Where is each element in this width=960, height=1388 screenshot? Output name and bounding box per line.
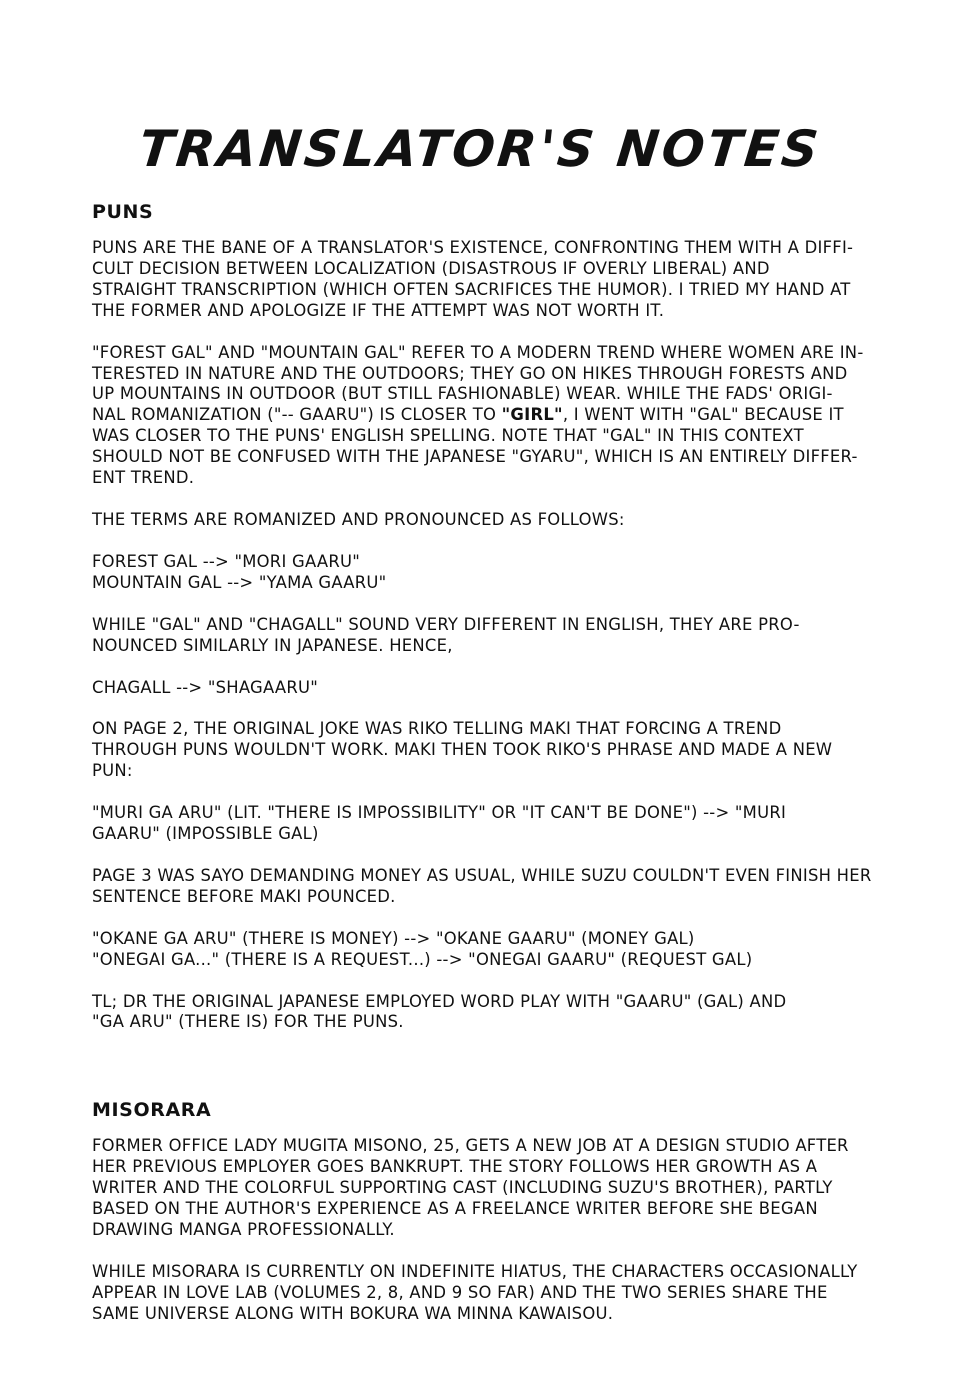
text-line: THE FORMER AND APOLOGIZE IF THE ATTEMPT WAS NOT WORTH IT. bbox=[92, 300, 665, 320]
text-line: GAARU" (IMPOSSIBLE GAL) bbox=[92, 824, 319, 844]
paragraph bbox=[92, 992, 892, 1034]
text-line: TERESTED IN NATURE AND THE OUTDOORS; THEY GO ON HIKES THROUGH FORESTS AND bbox=[92, 363, 848, 383]
text-line: THE TERMS ARE ROMANIZED AND PRONOUNCED AS FOLLOWS: bbox=[92, 509, 625, 529]
paragraph bbox=[92, 343, 892, 489]
text-line: CHAGALL --> "SHAGAARU" bbox=[92, 677, 319, 697]
text-line: ENT TREND. bbox=[92, 468, 195, 488]
text-line: WAS CLOSER TO THE PUNS' ENGLISH SPELLING. NOTE THAT "GAL" IN THIS CONTEXT bbox=[92, 426, 804, 446]
paragraph bbox=[92, 238, 892, 322]
text-line: APPEAR IN LOVE LAB (VOLUMES 2, 8, AND 9 SO FAR) AND THE TWO SERIES SHARE THE bbox=[92, 1282, 828, 1302]
paragraph bbox=[92, 1136, 892, 1241]
section-heading: MISORARA bbox=[92, 1099, 212, 1122]
text-line: PAGE 3 WAS SAYO DEMANDING MONEY AS USUAL, WHILE SUZU COULDN'T EVEN FINISH HER bbox=[92, 865, 872, 885]
text-line: SHOULD NOT BE CONFUSED WITH THE JAPANESE "GYARU", WHICH IS AN ENTIRELY DIFFER- bbox=[92, 447, 858, 467]
text-line: STRAIGHT TRANSCRIPTION (WHICH OFTEN SACRIFICES THE HUMOR). I TRIED MY HAND AT bbox=[92, 279, 851, 299]
text-line: FORMER OFFICE LADY MUGITA MISONO, 25, GETS A NEW JOB AT A DESIGN STUDIO AFTER bbox=[92, 1136, 849, 1156]
emphasis: "GIRL" bbox=[501, 405, 563, 425]
text-line: "GA ARU" (THERE IS) FOR THE PUNS. bbox=[92, 1012, 404, 1032]
text-line: NAL ROMANIZATION ("-- GAARU") IS CLOSER TO "GIRL", I WENT WITH "GAL" BECAUSE IT bbox=[92, 405, 844, 425]
text-line: "OKANE GA ARU" (THERE IS MONEY) --> "OKANE GAARU" (MONEY GAL) bbox=[92, 928, 695, 948]
text-line: CULT DECISION BETWEEN LOCALIZATION (DISASTROUS IF OVERLY LIBERAL) AND bbox=[92, 258, 770, 278]
paragraph bbox=[92, 510, 892, 531]
text-line: TL; DR THE ORIGINAL JAPANESE EMPLOYED WORD PLAY WITH "GAARU" (GAL) AND bbox=[92, 991, 787, 1011]
paragraph bbox=[92, 615, 892, 657]
text-line: PUNS ARE THE BANE OF A TRANSLATOR'S EXISTENCE, CONFRONTING THEM WITH A DIFFI- bbox=[92, 238, 854, 257]
text-line: UP MOUNTAINS IN OUTDOOR (BUT STILL FASHIONABLE) WEAR. WHILE THE FADS' ORIGI- bbox=[92, 384, 833, 404]
text-line: ON PAGE 2, THE ORIGINAL JOKE WAS RIKO TELLING MAKI THAT FORCING A TREND bbox=[92, 719, 782, 739]
section-puns bbox=[92, 198, 892, 1033]
section-misorara bbox=[92, 1096, 892, 1324]
text-line: PUN: bbox=[92, 761, 133, 781]
text-line: THROUGH PUNS WOULDN'T WORK. MAKI THEN TOOK RIKO'S PHRASE AND MADE A NEW bbox=[92, 740, 833, 760]
text-line: DRAWING MANGA PROFESSIONALLY. bbox=[92, 1220, 395, 1239]
text-line: SENTENCE BEFORE MAKI POUNCED. bbox=[92, 886, 396, 906]
text-line: BASED ON THE AUTHOR'S EXPERIENCE AS A FREELANCE WRITER BEFORE SHE BEGAN bbox=[92, 1199, 818, 1219]
text-line: WRITER AND THE COLORFUL SUPPORTING CAST (INCLUDING SUZU'S BROTHER), PARTLY bbox=[92, 1178, 833, 1198]
paragraph bbox=[92, 678, 892, 699]
text-line: NOUNCED SIMILARLY IN JAPANESE. HENCE, bbox=[92, 635, 453, 655]
paragraph bbox=[92, 866, 892, 908]
page-title: TRANSLATOR'S NOTES bbox=[136, 119, 824, 178]
section-heading: PUNS bbox=[92, 201, 154, 223]
section-spacer bbox=[92, 1054, 892, 1096]
notes-content bbox=[92, 198, 892, 1346]
paragraph bbox=[92, 803, 892, 845]
text-line: WHILE "GAL" AND "CHAGALL" SOUND VERY DIFFERENT IN ENGLISH, THEY ARE PRO- bbox=[92, 614, 800, 634]
text-line: "FOREST GAL" AND "MOUNTAIN GAL" REFER TO A MODERN TREND WHERE WOMEN ARE IN- bbox=[92, 342, 864, 362]
text-line: MOUNTAIN GAL --> "YAMA GAARU" bbox=[92, 572, 387, 592]
text-line: FOREST GAL --> "MORI GAARU" bbox=[92, 551, 360, 571]
paragraph bbox=[92, 1262, 892, 1325]
paragraph bbox=[92, 552, 892, 594]
text-line: HER PREVIOUS EMPLOYER GOES BANKRUPT. THE STORY FOLLOWS HER GROWTH AS A bbox=[92, 1157, 818, 1177]
paragraph bbox=[92, 719, 892, 782]
text-line: SAME UNIVERSE ALONG WITH BOKURA WA MINNA KAWAISOU. bbox=[92, 1303, 614, 1323]
text-line: "ONEGAI GA..." (THERE IS A REQUEST...) --> "ONEGAI GAARU" (REQUEST GAL) bbox=[92, 949, 753, 969]
text-line: "MURI GA ARU" (LIT. "THERE IS IMPOSSIBILITY" OR "IT CAN'T BE DONE") --> "MURI bbox=[92, 803, 787, 823]
text-line: WHILE MISORARA IS CURRENTLY ON INDEFINITE HIATUS, THE CHARACTERS OCCASIONALLY bbox=[92, 1261, 858, 1281]
paragraph bbox=[92, 929, 892, 971]
